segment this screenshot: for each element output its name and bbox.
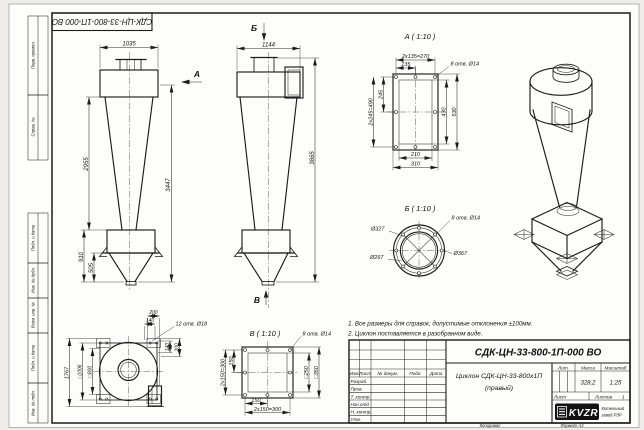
logo-caption: завод РЗР: [601, 412, 622, 418]
col-header: Подп.: [409, 371, 422, 376]
arrow-label: Б: [250, 23, 258, 33]
dim-text: 910: [79, 251, 85, 263]
margin-label: Взам. инв. №: [30, 302, 36, 328]
note-line: 1. Все размеры для справок, допустимые отклонения ±100мм.: [348, 320, 533, 328]
logo-caption: Котельный: [601, 406, 625, 411]
margin-label: Перв. примен.: [30, 41, 36, 69]
part-name: Циклон СДК-ЦН-33-800х1П: [455, 373, 543, 380]
designation: СДК-ЦН-33-800-1П-000 ВО: [474, 347, 602, 359]
dim-text: 140: [165, 342, 171, 352]
sheets-value: 1: [622, 394, 625, 400]
view-title: В ( 1:10 ): [249, 329, 281, 338]
dim-text: □1006: [77, 364, 84, 379]
dim-text: 2х245=490: [368, 98, 375, 126]
margin-label: Подп. и дата: [30, 224, 36, 252]
sheets-label: Листов: [595, 394, 613, 400]
dim-text: 200: [149, 310, 158, 317]
margin-label: Инв. № дубл.: [30, 267, 36, 293]
dim-text: 1035: [122, 41, 136, 48]
row-label: Т. контр.: [350, 394, 371, 400]
mass-value: 328,2: [580, 380, 596, 387]
mass-label: Масса: [581, 365, 595, 371]
col-header: Изм: [349, 371, 359, 376]
col-header: Дата: [430, 371, 443, 376]
dim-text: □250: [304, 366, 310, 379]
note-line: 2. Циклон поставляется в разобранном виде.: [348, 330, 483, 338]
dim-text: 2955: [84, 157, 90, 171]
dim-text: 150: [251, 398, 261, 404]
scale-label: Масштаб: [604, 365, 627, 371]
dim-text: 2х150=300: [253, 407, 282, 413]
col-header: № докум.: [377, 371, 399, 376]
top-stamp-text: СДК-ЦН-33-800-1П-000 ВО: [51, 17, 153, 26]
margin-label: Подп. и дата: [30, 344, 36, 372]
view-title: Б ( 1:10 ): [404, 204, 436, 213]
sheet-edge: [9, 4, 639, 428]
holes-note: 8 отв. Ø14: [451, 215, 481, 222]
margin-label: Справ. №: [30, 117, 36, 137]
part-name-2: (правый): [484, 385, 514, 392]
dim-text: 3447: [166, 178, 172, 192]
holes-note: 8 отв. Ø14: [450, 61, 480, 68]
dim-text: □800: [87, 365, 94, 378]
dim-text: 200: [174, 343, 181, 352]
lit-label: Лит.: [558, 365, 569, 371]
dim-text: 245: [378, 89, 385, 100]
dim-text: 505: [89, 262, 95, 274]
dim-text: 2х135=270: [401, 54, 430, 61]
row-label: Н. контр.: [350, 409, 372, 415]
logo-text: KVZR: [568, 408, 599, 419]
scale-value: 1:25: [609, 380, 622, 387]
dim-text: 310: [410, 161, 421, 168]
dim-text: 1767: [64, 366, 71, 380]
dim-text: 150: [229, 356, 235, 366]
margin-label: Инв. № подл.: [30, 390, 36, 416]
dim-text: 135: [401, 62, 411, 69]
arrow-label: А: [193, 69, 201, 79]
dim-text: 210: [410, 152, 421, 159]
view-title: А ( 1:10 ): [404, 32, 436, 41]
dim-text: 3865: [310, 151, 316, 165]
dim-text: □350: [314, 366, 320, 379]
dim-text: Ø367: [453, 251, 467, 257]
dim-text: 430: [441, 107, 448, 117]
dim-text: 2х150=300: [220, 358, 227, 387]
footer-format: Формат А3: [560, 423, 584, 428]
row-label: Разраб.: [350, 379, 368, 384]
holes-note: 8 отв. Ø14: [302, 331, 332, 338]
dim-text: 1144: [262, 42, 275, 49]
arrow-label: В: [253, 295, 261, 305]
holes-note: 12 отв. Ø18: [175, 321, 208, 328]
dim-text: 140: [145, 318, 155, 325]
row-label: Утв.: [350, 417, 362, 423]
dim-text: Ø267: [370, 255, 384, 261]
footer-copy: Копировал: [479, 423, 501, 428]
dim-text: 530: [452, 107, 458, 117]
row-label: Пров.: [350, 386, 363, 392]
dim-text: Ø327: [371, 226, 385, 233]
sheet-label: Лист: [554, 394, 567, 400]
row-label: Нач.отд: [350, 401, 369, 407]
col-header: Лист: [359, 371, 372, 376]
